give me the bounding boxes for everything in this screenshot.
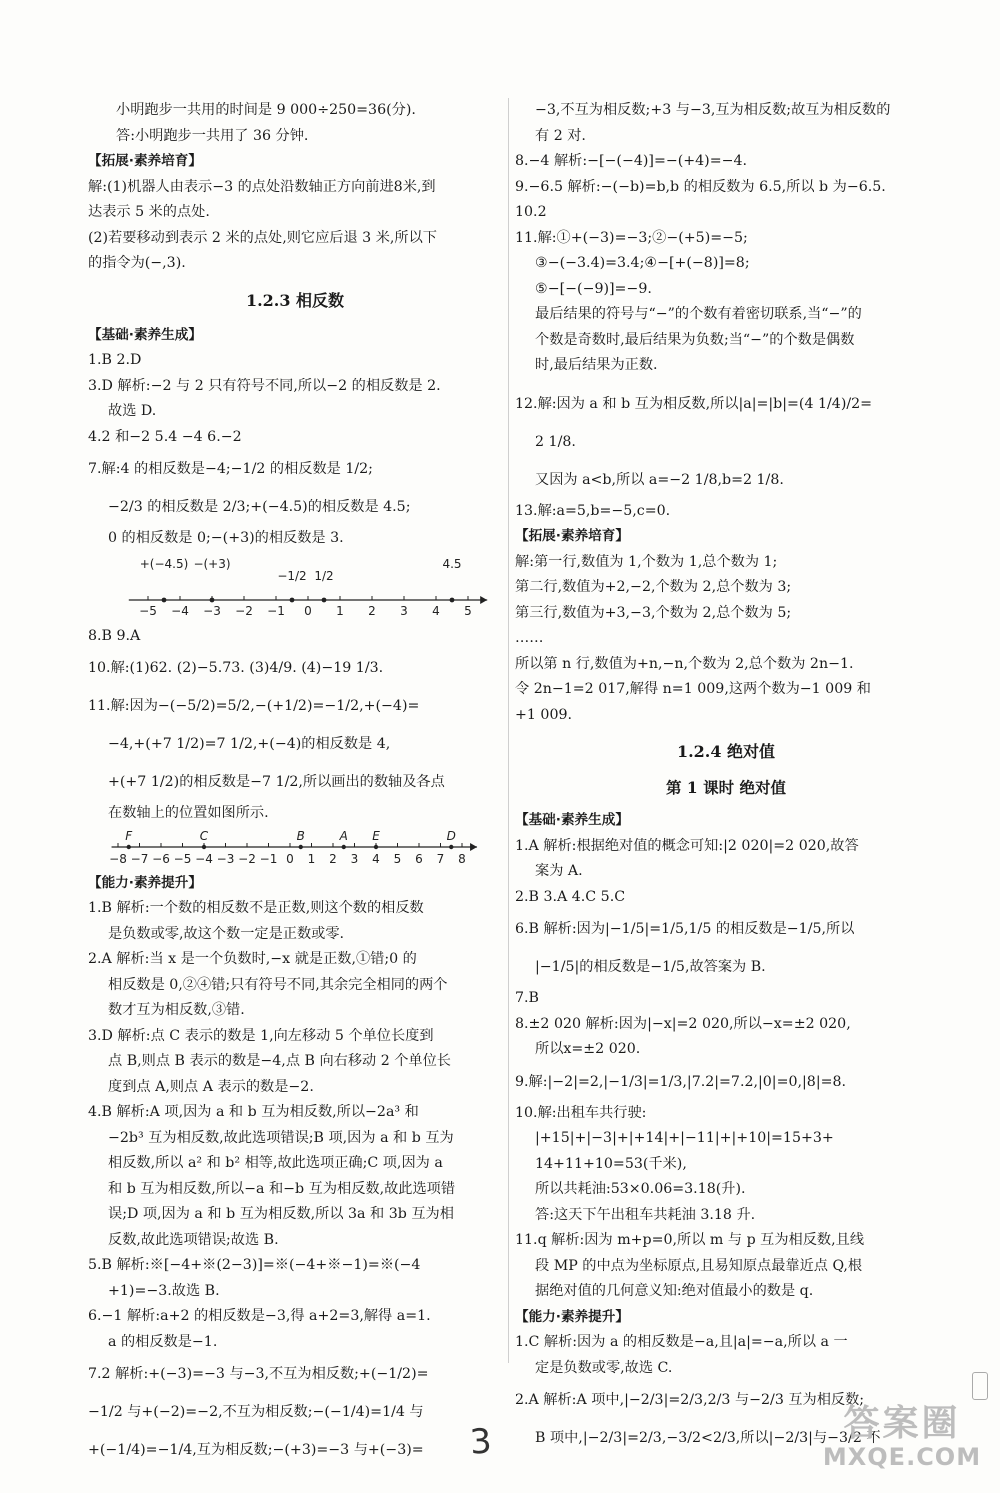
tick-label: −1: [259, 851, 278, 866]
answer-line: −2/3 的相反数是 2/3;+(−4.5)的相反数是 4.5;: [108, 499, 411, 515]
answer-line: 个数是奇数时,最后结果为负数;当“−”的个数是偶数: [535, 331, 855, 348]
answer-line: 12.解:因为 a 和 b 互为相反数,所以|a|=|b|=(4 1/4)/2=: [515, 395, 873, 412]
heading-ability: 【能力·素养提升】: [88, 874, 202, 891]
text-line: 小明跑步一共用的时间是 9 000÷250=36(分).: [116, 102, 416, 118]
answer-line: 在数轴上的位置如图所示.: [108, 805, 269, 821]
number-line-1: [88, 554, 502, 622]
tick-label: −3: [216, 851, 235, 866]
tick-label: −3: [203, 603, 221, 618]
tick-label: 2: [329, 851, 337, 866]
answer-line: 相反数是 0,②④错;只有符号不同,其余完全相同的两个: [108, 976, 448, 993]
tick-label: 3: [400, 603, 408, 618]
point-marker: [449, 844, 453, 848]
answer-line: 11.q 解析:因为 m+p=0,所以 m 与 p 互为相反数,且线: [515, 1232, 865, 1248]
answer-line: 4.2 和−2 5.4 −4 6.−2: [88, 428, 242, 445]
tick-label: 8: [458, 851, 466, 866]
answer-line: 2.A 解析:当 x 是一个负数时,−x 就是正数,①错;0 的: [88, 951, 417, 967]
point-marker: [322, 597, 327, 602]
point-marker: [162, 597, 167, 602]
answer-line: 1.B 解析:一个数的相反数不是正数,则这个数的相反数: [88, 900, 424, 916]
answer-line: 所以x=±2 020.: [535, 1041, 641, 1057]
answer-line: 1.C 解析:因为 a 的相反数是−a,且|a|=−a,所以 a 一: [515, 1334, 848, 1350]
answer-line: 2.A 解析:A 项中,|−2/3|=2/3,2/3 与−2/3 互为相反数;: [515, 1392, 865, 1408]
answer-line: 段 MP 的中点为坐标原点,且易知原点最靠近点 Q,根: [535, 1257, 863, 1274]
ability-answers: [88, 896, 502, 1355]
subsection-title: 第 1 课时 绝对值: [666, 778, 786, 797]
answer-line: −1/2 与+(−2)=−2,不互为相反数;−(−1/4)=1/4 与: [88, 1404, 424, 1420]
point-label: A: [339, 828, 348, 843]
tick-label: 7: [436, 851, 445, 866]
heading-extension: 【拓展·素养培育】: [88, 153, 202, 169]
answer-line: 2.B 3.A 4.C 5.C: [515, 888, 626, 905]
tick-label: 6: [415, 851, 423, 866]
answer-line: 1.B 2.D: [88, 352, 142, 368]
answer-line: 最后结果的符号与“−”的个数有着密切联系,当“−”的: [535, 306, 862, 322]
point-label: C: [199, 828, 209, 843]
point-label: 4.5: [442, 556, 462, 571]
answer-line: 8.−4 解析:−[−(−4)]=−(+4)=−4.: [515, 153, 748, 169]
tick-label: −6: [152, 851, 170, 866]
text-line: (2)若要移动到表示 2 米的点处,则它应后退 3 米,所以下: [88, 229, 437, 246]
tick-label: 1: [336, 603, 344, 618]
answer-line: 时,最后结果为正数.: [535, 357, 658, 373]
answer-line: 点 B,则点 B 表示的数是−4,点 B 向右移动 2 个单位长: [108, 1053, 451, 1069]
answer-line: 数才互为相反数,③错.: [108, 1002, 245, 1018]
point-marker: [450, 597, 455, 602]
tick-label: −2: [235, 603, 253, 618]
tick-label: −5: [139, 603, 157, 618]
answer-line: 6.B 解析:因为|−1/5|=1/5,1/5 的相反数是−1/5,所以: [515, 921, 855, 937]
point-marker: [374, 844, 378, 848]
point-marker: [202, 844, 206, 848]
answer-line: 8.±2 020 解析:因为|−x|=2 020,所以−x=±2 020,: [515, 1015, 851, 1032]
text-line: 令 2n−1=2 017,解得 n=1 009,这两个数为−1 009 和: [515, 681, 871, 697]
answer-line: 5.B 解析:※[−4+※(2−3)]=※(−4+※−1)=※(−4: [88, 1257, 421, 1273]
answer-line: 是负数或零,故这个数一定是正数或零.: [108, 925, 345, 942]
point-marker: [299, 844, 303, 848]
answer-line: 相反数,所以 a² 和 b² 相等,故此选项正确;C 项,因为 a: [108, 1155, 443, 1171]
text-line: 第二行,数值为+2,−2,个数为 2,总个数为 3;: [515, 579, 792, 595]
section-title: 1.2.4 绝对值: [676, 742, 776, 761]
answer-line: 6.−1 解析:a+2 的相反数是−3,得 a+2=3,解得 a=1.: [88, 1308, 431, 1324]
answer-line: 3.D 解析:点 C 表示的数是 1,向左移动 5 个单位长度到: [88, 1027, 434, 1044]
point-marker: [342, 844, 346, 848]
answer-line: +(−1/4)=−1/4,互为相反数;−(+3)=−3 与+(−3)=: [88, 1442, 424, 1458]
answer-line: ③−(−3.4)=3.4;④−[+(−8)]=8;: [535, 255, 750, 271]
point-label: D: [446, 828, 456, 843]
point-label: F: [125, 828, 133, 843]
heading-extension: 【拓展·素养培育】: [515, 528, 629, 544]
right-column: [515, 98, 937, 1457]
page-number: 3: [468, 1421, 494, 1463]
answer-line: 答:这天下午出租车共耗油 3.18 升.: [535, 1206, 756, 1223]
column-divider: [508, 98, 509, 1363]
answer-line: 11.解:①+(−3)=−3;②−(+5)=−5;: [515, 229, 748, 246]
tick-label: −1: [267, 603, 285, 618]
point-marker: [127, 844, 131, 848]
answer-line: 2 1/8.: [535, 433, 576, 450]
text-line: +1 009.: [515, 706, 573, 723]
answer-line: +(+7 1/2)的相反数是−7 1/2,所以画出的数轴及各点: [108, 774, 445, 790]
heading-basic: 【基础·素养生成】: [515, 812, 629, 828]
answer-line: 10.解:出租车共行驶:: [515, 1104, 647, 1121]
answer-line: 定是负数或零,故选 C.: [535, 1359, 673, 1376]
answer-line: |−1/5|的相反数是−1/5,故答案为 B.: [535, 959, 766, 975]
point-label: +(−4.5): [139, 556, 189, 571]
answer-line: 11.解:因为−(−5/2)=5/2,−(+1/2)=−1/2,+(−4)=: [88, 698, 420, 714]
page-edge-mark: [972, 1372, 988, 1400]
answer-line: 据绝对值的几何意义知:绝对值最小的数是 q.: [535, 1283, 814, 1299]
answer-line: 9.−6.5 解析:−(−b)=b,b 的相反数为 6.5,所以 b 为−6.5.: [515, 178, 886, 195]
tick-label: −4: [171, 603, 189, 618]
text-line: −3,不互为相反数;+3 与−3,互为相反数;故互为相反数的: [535, 102, 891, 118]
tick-label: 0: [304, 603, 312, 618]
answer-line: 案为 A.: [535, 863, 583, 879]
tick-label: 5: [393, 851, 402, 866]
answer-line: −4,+(+7 1/2)=7 1/2,+(−4)的相反数是 4,: [108, 736, 391, 752]
text-line: 答:小明跑步一共用了 36 分钟.: [116, 127, 309, 144]
text-line: 解:第一行,数值为 1,个数为 1,总个数为 1;: [515, 553, 778, 570]
answer-line: |+15|+|−3|+|+14|+|−11|+|+10|=15+3+: [535, 1130, 834, 1146]
tick-label: 1: [307, 851, 316, 866]
answer-line: 10.解:(1)62. (2)−5.73. (3)4/9. (4)−19 1/3.: [88, 660, 384, 676]
answer-line: ⑤−[−(−9)]=−9.: [535, 280, 652, 297]
answer-line: 13.解:a=5,b=−5,c=0.: [515, 502, 671, 519]
axis-arrow: [480, 596, 487, 604]
tick-label: 0: [286, 851, 294, 866]
tick-label: 3: [350, 851, 359, 866]
answer-line: 8.B 9.A: [88, 627, 141, 644]
heading-ability: 【能力·素养提升】: [515, 1308, 629, 1325]
answer-line: a 的相反数是−1.: [108, 1333, 218, 1350]
tick-label: −8: [109, 851, 127, 866]
text-line: 所以第 n 行,数值为+n,−n,个数为 2,总个数为 2n−1.: [515, 655, 854, 672]
watermark: [818, 1404, 986, 1470]
point-marker: [290, 597, 295, 602]
answer-line: 误;D 项,因为 a 和 b 互为相反数,所以 3a 和 3b 互为相: [108, 1206, 454, 1222]
answer-line: 反数,故此选项错误;故选 B.: [108, 1231, 279, 1248]
point-label: B: [296, 828, 305, 843]
text-line: 解:(1)机器人由表示−3 的点处沿数轴正方向前进8米,到: [88, 178, 436, 195]
point-label: −1/2: [277, 568, 307, 583]
answer-line: 4.B 解析:A 项,因为 a 和 b 互为相反数,所以−2a³ 和: [88, 1104, 419, 1120]
tick-label: 2: [368, 603, 376, 618]
answer-line: 度到点 A,则点 A 表示的数是−2.: [108, 1078, 314, 1095]
text-line: ……: [515, 630, 544, 646]
tick-label: −2: [238, 851, 256, 866]
point-marker: [210, 597, 215, 602]
text-line: 达表示 5 米的点处.: [88, 204, 210, 220]
answer-line: 7.解:4 的相反数是−4;−1/2 的相反数是 1/2;: [88, 461, 373, 477]
answer-line: 3.D 解析:−2 与 2 只有符号不同,所以−2 的相反数是 2.: [88, 377, 441, 394]
tick-label: −7: [130, 851, 149, 866]
tick-label: 4: [372, 851, 380, 866]
answer-line: 又因为 a<b,所以 a=−2 1/8,b=2 1/8.: [535, 471, 784, 488]
answer-line: 10.2: [515, 204, 547, 220]
heading-basic: 【基础·素养生成】: [88, 326, 202, 343]
section-title: 1.2.3 相反数: [245, 290, 345, 310]
tick-label: 5: [464, 603, 472, 618]
answer-line: 1.A 解析:根据绝对值的概念可知:|2 020|=2 020,故答: [515, 837, 859, 854]
answer-line: −2b³ 互为相反数,故此选项错误;B 项,因为 a 和 b 互为: [108, 1129, 454, 1146]
watermark-line1: 答案圈: [843, 1403, 961, 1444]
point-label: E: [372, 828, 380, 843]
answer-line: 7.2 解析:+(−3)=−3 与−3,不互为相反数;+(−1/2)=: [88, 1366, 429, 1382]
answer-line: +1)=−3.故选 B.: [108, 1282, 220, 1299]
text-line: 的指令为(−,3).: [88, 255, 186, 271]
left-column: [88, 98, 502, 1469]
text-line: 第三行,数值为+3,−3,个数为 2,总个数为 5;: [515, 604, 792, 621]
point-label: −(+3): [193, 556, 231, 571]
answer-line: 故选 D.: [108, 403, 157, 419]
point-label: 1/2: [314, 568, 334, 583]
answer-line: B 项中,|−2/3|=2/3,−3/2<2/3,所以|−2/3|与−3/2 不: [535, 1430, 881, 1446]
axis-arrow: [470, 843, 477, 851]
tick-label: 4: [432, 603, 440, 618]
answer-line: 所以共耗油:53×0.06=3.18(升).: [535, 1181, 746, 1197]
watermark-line2: MXQE.COM: [822, 1443, 982, 1471]
tick-label: −4: [195, 851, 213, 866]
number-line-2: [88, 829, 502, 869]
answer-line: 0 的相反数是 0;−(+3)的相反数是 3.: [108, 530, 344, 546]
answer-line: 7.B: [515, 990, 539, 1006]
tick-label: −5: [173, 851, 192, 866]
answer-line: 14+11+10=53(千米),: [535, 1155, 687, 1172]
answer-line: 9.解:|−2|=2,|−1/3|=1/3,|7.2|=7.2,|0|=0,|8|=8.: [515, 1073, 847, 1090]
answer-line: 和 b 互为相反数,所以−a 和−b 互为相反数,故此选项错: [108, 1180, 456, 1197]
text-line: 有 2 对.: [535, 127, 586, 144]
